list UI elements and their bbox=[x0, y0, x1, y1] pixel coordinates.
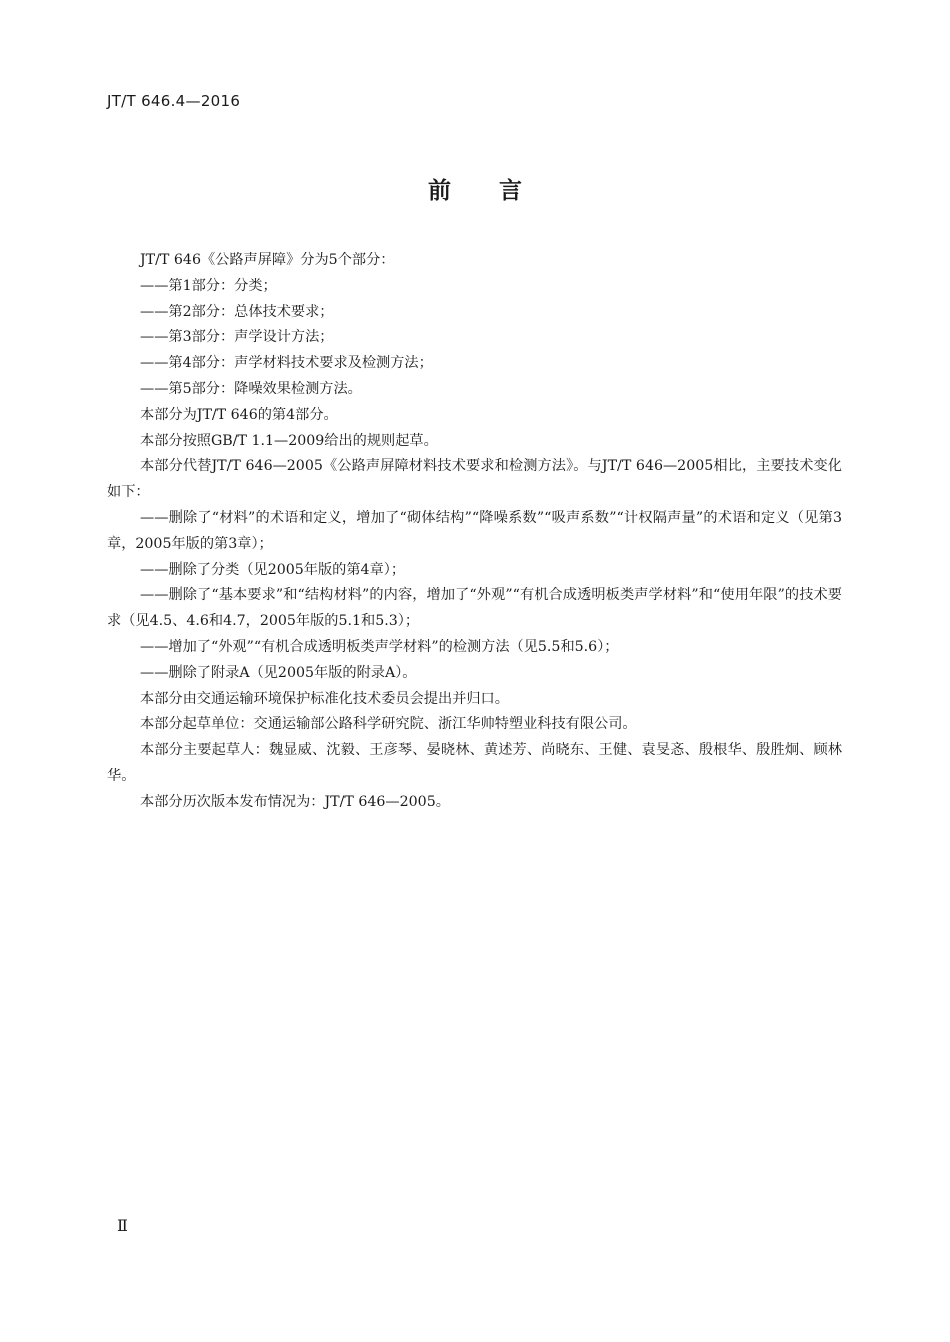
paragraph: 本部分按照GB/T 1.1—2009给出的规则起草。 bbox=[140, 432, 438, 449]
paragraph: ——第2部分：总体技术要求； bbox=[140, 303, 334, 320]
paragraph: ——删除了附录A（见2005年版的附录A）。 bbox=[140, 664, 417, 681]
paragraph: 本部分代替JT/T 646—2005《公路声屏障材料技术要求和检测方法》。与JT/T 646—2005相比，主要技术变化如下： bbox=[107, 458, 842, 501]
paragraph: ——删除了“基本要求”和“结构材料”的内容，增加了“外观”“有机合成透明板类声学材料”和“使用年限”的技术要求（见4.5、4.6和4.7，2005年版的5.1和5.3）； bbox=[107, 587, 842, 630]
paragraph: ——删除了分类（见2005年版的第4章）； bbox=[140, 561, 406, 578]
paragraph: ——删除了“材料”的术语和定义，增加了“砌体结构”“降噪系数”“吸声系数”“计权隔声量”的术语和定义（见第3章，2005年版的第3章）； bbox=[107, 509, 842, 552]
paragraph: JT/T 646《公路声屏障》分为5个部分： bbox=[140, 252, 395, 268]
paragraph: 本部分起草单位：交通运输部公路科学研究院、浙江华帅特塑业科技有限公司。 bbox=[140, 716, 637, 733]
paragraph: ——第4部分：声学材料技术要求及检测方法； bbox=[140, 355, 433, 372]
paragraph: ——第3部分：声学设计方法； bbox=[140, 329, 334, 346]
paragraph: 本部分主要起草人：魏显威、沈毅、王彦琴、晏晓林、黄述芳、尚晓东、王健、袁旻忞、殷根华、殷胜炯、顾林华。 bbox=[107, 742, 842, 784]
foreword-body bbox=[107, 248, 842, 816]
paragraph: ——第5部分：降噪效果检测方法。 bbox=[140, 380, 362, 397]
paragraph: 本部分历次版本发布情况为：JT/T 646—2005。 bbox=[140, 793, 450, 810]
page-number: Ⅱ bbox=[117, 1216, 128, 1235]
paragraph: ——第1部分：分类； bbox=[140, 277, 277, 294]
paragraph: 本部分由交通运输环境保护标准化技术委员会提出并归口。 bbox=[140, 690, 509, 707]
document-code: JT/T 646.4—2016 bbox=[107, 92, 241, 110]
paragraph: 本部分为JT/T 646的第4部分。 bbox=[140, 406, 338, 423]
page-title: 前言 bbox=[428, 178, 570, 204]
paragraph: ——增加了“外观”“有机合成透明板类声学材料”的检测方法（见5.5和5.6）； bbox=[140, 638, 619, 655]
